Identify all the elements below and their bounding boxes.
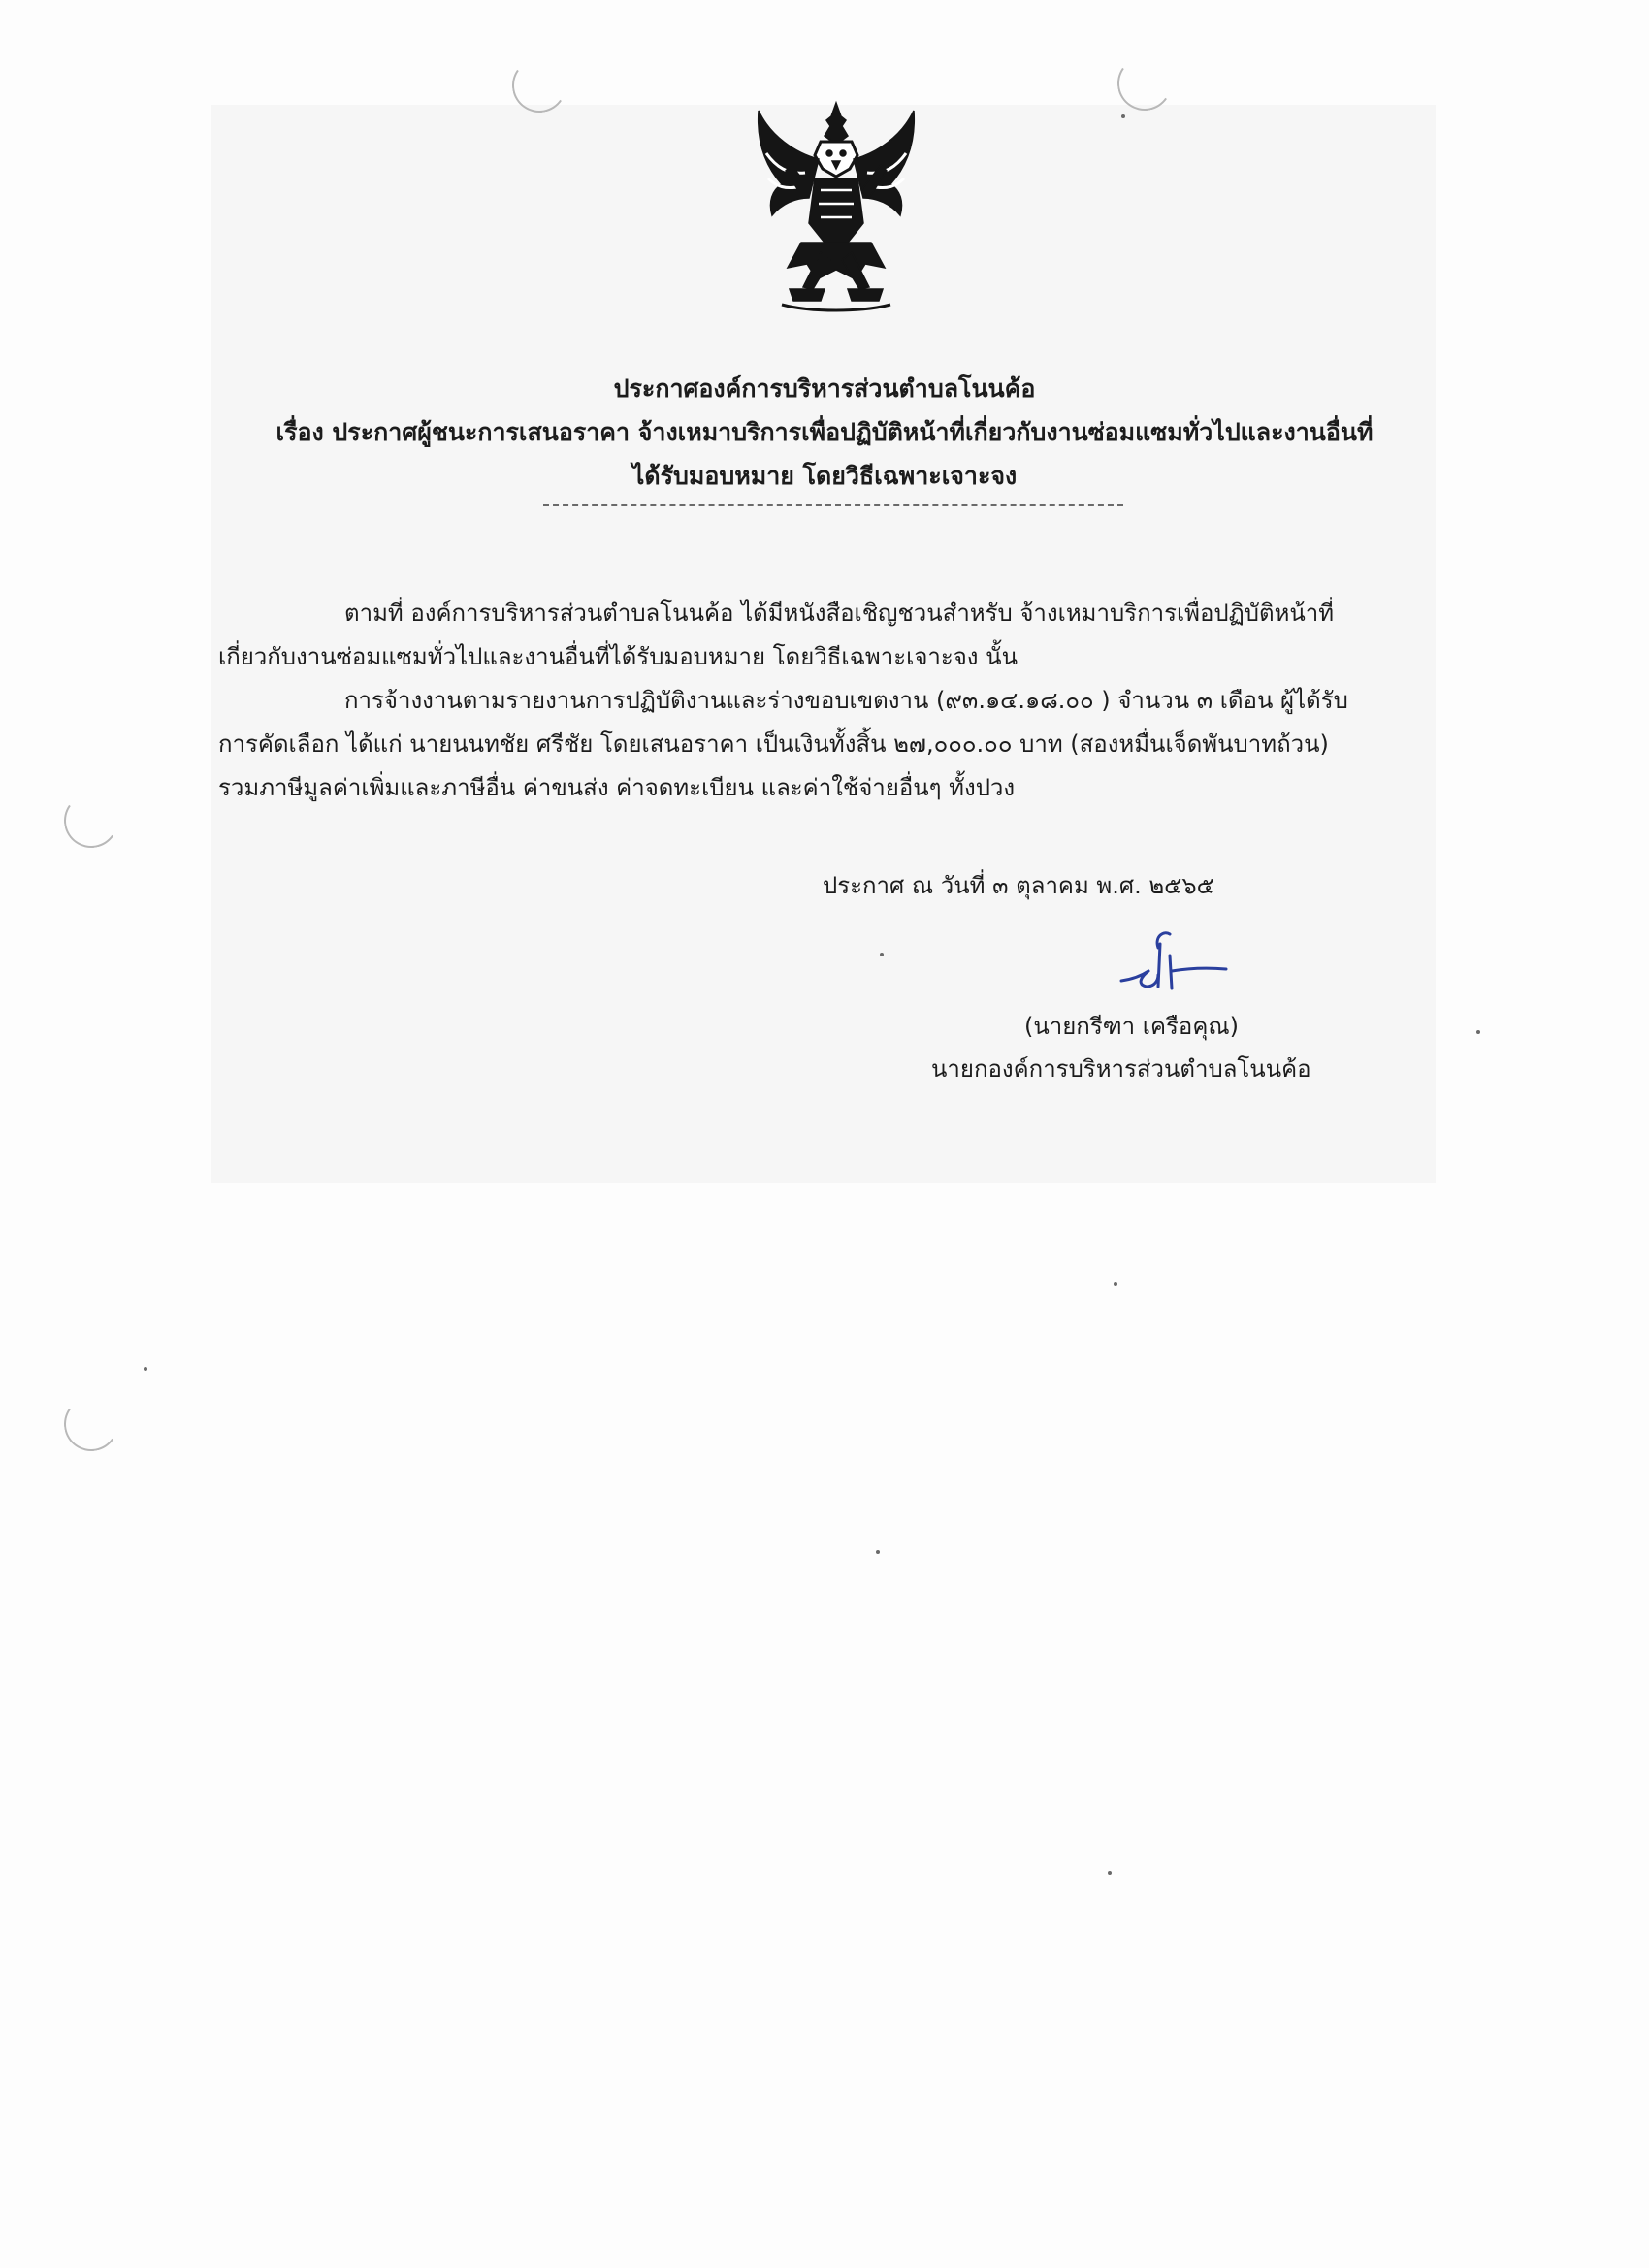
header-subject-continued: ได้รับมอบหมาย โดยวิธีเฉพาะเจาะจง xyxy=(631,462,1018,490)
signer-title: นายกองค์การบริหารส่วนตำบลโนนค้อ xyxy=(931,1055,1311,1083)
handwritten-signature xyxy=(1114,926,1232,1004)
header-title: ประกาศองค์การบริหารส่วนตำบลโนนค้อ xyxy=(613,374,1036,403)
scan-speck xyxy=(1108,1871,1112,1875)
paragraph-line: รวมภาษีมูลค่าเพิ่มและภาษีอื่น ค่าขนส่ง ค่าจดทะเบียน และค่าใช้จ่ายอื่นๆ ทั้งปวง xyxy=(218,774,1016,801)
punch-hole-left-middle xyxy=(60,790,123,853)
signer-name: (นายกรีฑา เครือคุณ) xyxy=(1024,1013,1240,1040)
paragraph-award xyxy=(218,679,1426,810)
announcement-date: ประกาศ ณ วันที่ ๓ ตุลาคม พ.ศ. ๒๕๖๕ xyxy=(823,872,1214,899)
paragraph-invitation xyxy=(218,592,1426,679)
paragraph-line: เกี่ยวกับงานซ่อมแซมทั่วไปและงานอื่นที่ได้รับมอบหมาย โดยวิธีเฉพาะเจาะจง นั้น xyxy=(218,643,1018,670)
scan-speck xyxy=(1114,1282,1117,1286)
scan-speck xyxy=(144,1367,147,1371)
scan-speck xyxy=(1476,1030,1480,1034)
paragraph-line: การคัดเลือก ได้แก่ นายนนทชัย ศรีชัย โดยเสนอราคา เป็นเงินทั้งสิ้น ๒๗,๐๐๐.๐๐ บาท (สองหมื่นเจ็ดพันบาทถ้วน) xyxy=(218,730,1329,758)
paragraph-line: การจ้างงานตามรายงานการปฏิบัติงานและร่างขอบเขตงาน (๙๓.๑๔.๑๘.๐๐ ) จำนวน ๓ เดือน ผู้ได้รับ xyxy=(344,687,1348,714)
scan-speck xyxy=(880,953,884,956)
scan-speck xyxy=(876,1550,880,1554)
garuda-emblem-icon xyxy=(743,97,929,316)
punch-hole-left-lower xyxy=(60,1393,123,1456)
paragraph-line: ตามที่ องค์การบริหารส่วนตำบลโนนค้อ ได้มีหนังสือเชิญชวนสำหรับ จ้างเหมาบริการเพื่อปฏิบัติหน้าที่ xyxy=(344,599,1335,627)
announcement-header xyxy=(223,367,1426,498)
scan-speck xyxy=(1121,114,1125,118)
dashed-divider xyxy=(543,504,1123,506)
header-subject: เรื่อง ประกาศผู้ชนะการเสนอราคา จ้างเหมาบริการเพื่อปฏิบัติหน้าที่เกี่ยวกับงานซ่อมแซมทั่วไปและงานอื่นที่ xyxy=(275,418,1374,446)
